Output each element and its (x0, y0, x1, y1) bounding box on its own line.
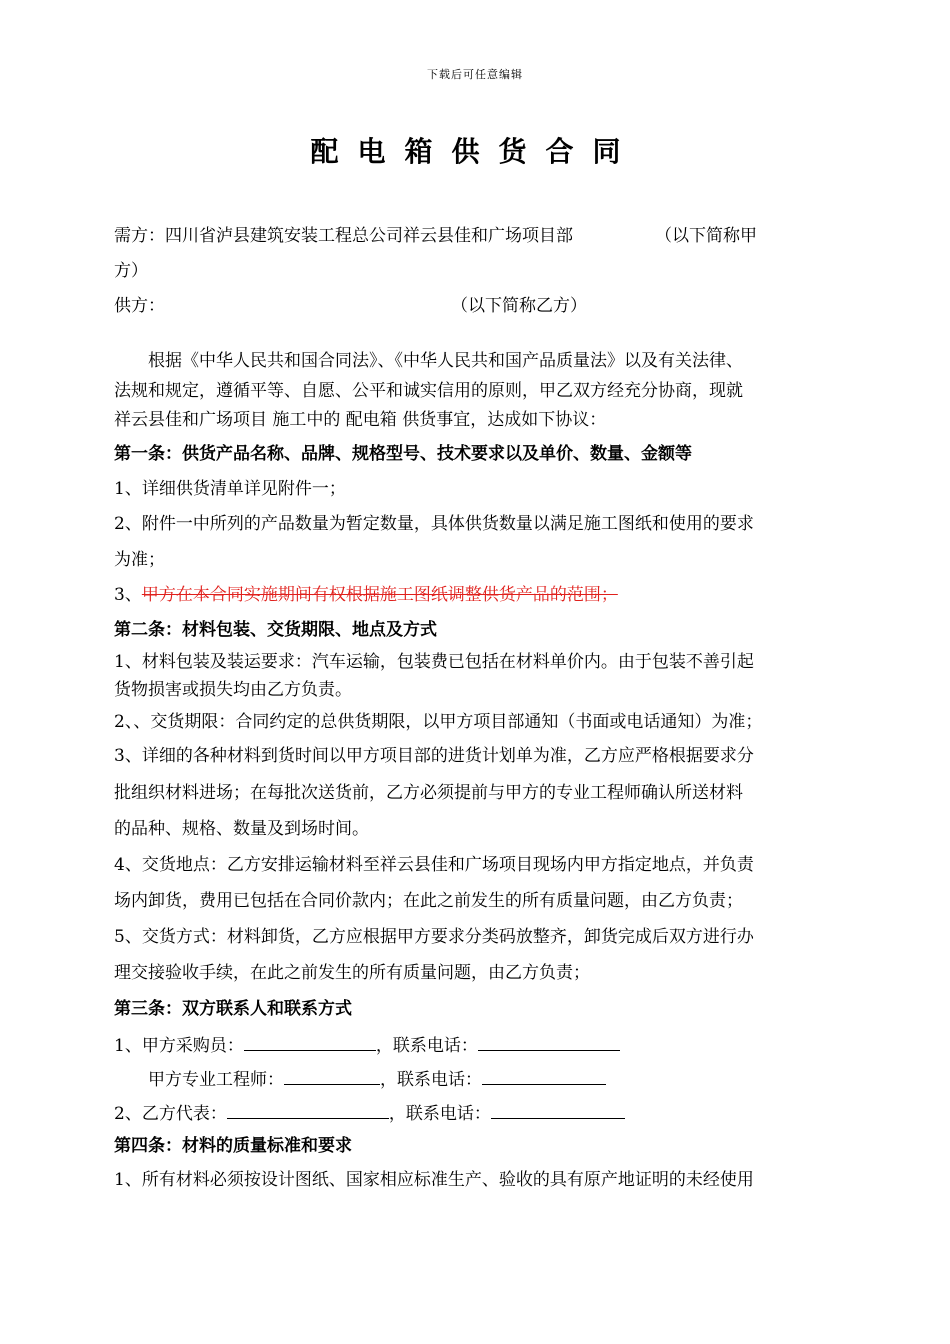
article-4-item-1-line-1: 1、所有材料必须按设计图纸、国家相应标准生产、验收的具有原产地证明的未经使用 (114, 1170, 754, 1190)
buyer-line (114, 228, 757, 245)
buyer-engineer-label: 甲方专业工程师： (148, 1070, 284, 1090)
buyer-engineer-phone-blank[interactable] (482, 1070, 606, 1085)
buyer-purchaser-blank[interactable] (244, 1036, 376, 1051)
article-1-item-2-line-2: 为准； (114, 550, 165, 570)
article-1-item-3 (114, 587, 618, 604)
supplier-line (114, 298, 587, 315)
buyer-label: 需方： (114, 226, 165, 246)
article-1-item-3-struck-text: 甲方在本合同实施期间有权根据施工图纸调整供货产品的范围； (141, 585, 618, 605)
article-1-heading: 第一条：供货产品名称、品牌、规格型号、技术要求以及单价、数量、金额等 (114, 444, 692, 464)
buyer-suffix: （以下简称甲 (655, 226, 757, 246)
header-note: 下载后可任意编辑 (427, 68, 523, 81)
supplier-rep-label: 2、乙方代表： (114, 1104, 227, 1124)
article-2-item-5-line-2: 理交接验收手续，在此之前发生的所有质量问题，由乙方负责； (114, 963, 590, 983)
preamble-line-1: 根据《中华人民共和国合同法》、《中华人民共和国产品质量法》以及有关法律、 (148, 351, 743, 371)
article-2-item-3-line-2: 批组织材料进场；在每批次送货前，乙方必须提前与甲方的专业工程师确认所送材料 (114, 783, 743, 803)
article-2-item-3-line-1: 3、详细的各种材料到货时间以甲方项目部的进货计划单为准，乙方应严格根据要求分 (114, 746, 754, 766)
buyer-purchaser-line (114, 1036, 620, 1055)
preamble-line-2: 法规和规定，遵循平等、自愿、公平和诚实信用的原则，甲乙双方经充分协商，现就 (114, 381, 743, 401)
article-2-heading: 第二条：材料包装、交货期限、地点及方式 (114, 620, 437, 640)
article-2-item-2: 2、、交货期限：合同约定的总供货期限，以甲方项目部通知（书面或电话通知）为准； (114, 712, 763, 732)
buyer-purchaser-phone-blank[interactable] (478, 1036, 620, 1051)
article-1-item-3-number: 3、 (114, 585, 142, 605)
article-2-item-4-line-1: 4、交货地点：乙方安排运输材料至祥云县佳和广场项目现场内甲方指定地点，并负责 (114, 855, 754, 875)
preamble-line-3: 祥云县佳和广场项目 施工中的 配电箱 供货事宜，达成如下协议： (114, 410, 607, 430)
article-1-item-1: 1、详细供货清单详见附件一； (114, 479, 346, 499)
article-2-item-3-line-3: 的品种、规格、数量及到场时间。 (114, 819, 369, 839)
article-2-item-4-line-2: 场内卸货，费用已包括在合同价款内；在此之前发生的所有质量问题，由乙方负责； (114, 891, 743, 911)
article-3-heading: 第三条：双方联系人和联系方式 (114, 999, 352, 1019)
buyer-purchaser-label: 1、甲方采购员： (114, 1036, 244, 1056)
phone-label: ，联系电话： (375, 1036, 478, 1056)
supplier-rep-blank[interactable] (227, 1104, 389, 1119)
buyer-name: 四川省泸县建筑安装工程总公司祥云县佳和广场项目部 (165, 226, 573, 246)
contract-title: 配电箱供货合同 (310, 135, 640, 168)
buyer-suffix-cont: 方） (114, 261, 148, 281)
buyer-engineer-blank[interactable] (284, 1070, 380, 1085)
supplier-suffix: （以下简称乙方） (451, 296, 587, 316)
buyer-engineer-line (148, 1070, 606, 1089)
phone-label: ，联系电话： (380, 1070, 482, 1090)
article-1-item-2-line-1: 2、附件一中所列的产品数量为暂定数量，具体供货数量以满足施工图纸和使用的要求 (114, 514, 754, 534)
article-2-item-1-line-1: 1、材料包装及装运要求：汽车运输，包装费已包括在材料单价内。由于包装不善引起 (114, 652, 754, 672)
supplier-rep-line (114, 1104, 625, 1123)
article-2-item-5-line-1: 5、交货方式：材料卸货，乙方应根据甲方要求分类码放整齐，卸货完成后双方进行办 (114, 927, 754, 947)
article-4-heading: 第四条：材料的质量标准和要求 (114, 1136, 352, 1156)
phone-label: ，联系电话： (388, 1104, 491, 1124)
supplier-label: 供方： (114, 296, 165, 316)
supplier-rep-phone-blank[interactable] (491, 1104, 625, 1119)
article-2-item-1-line-2: 货物损害或损失均由乙方负责。 (114, 680, 352, 700)
